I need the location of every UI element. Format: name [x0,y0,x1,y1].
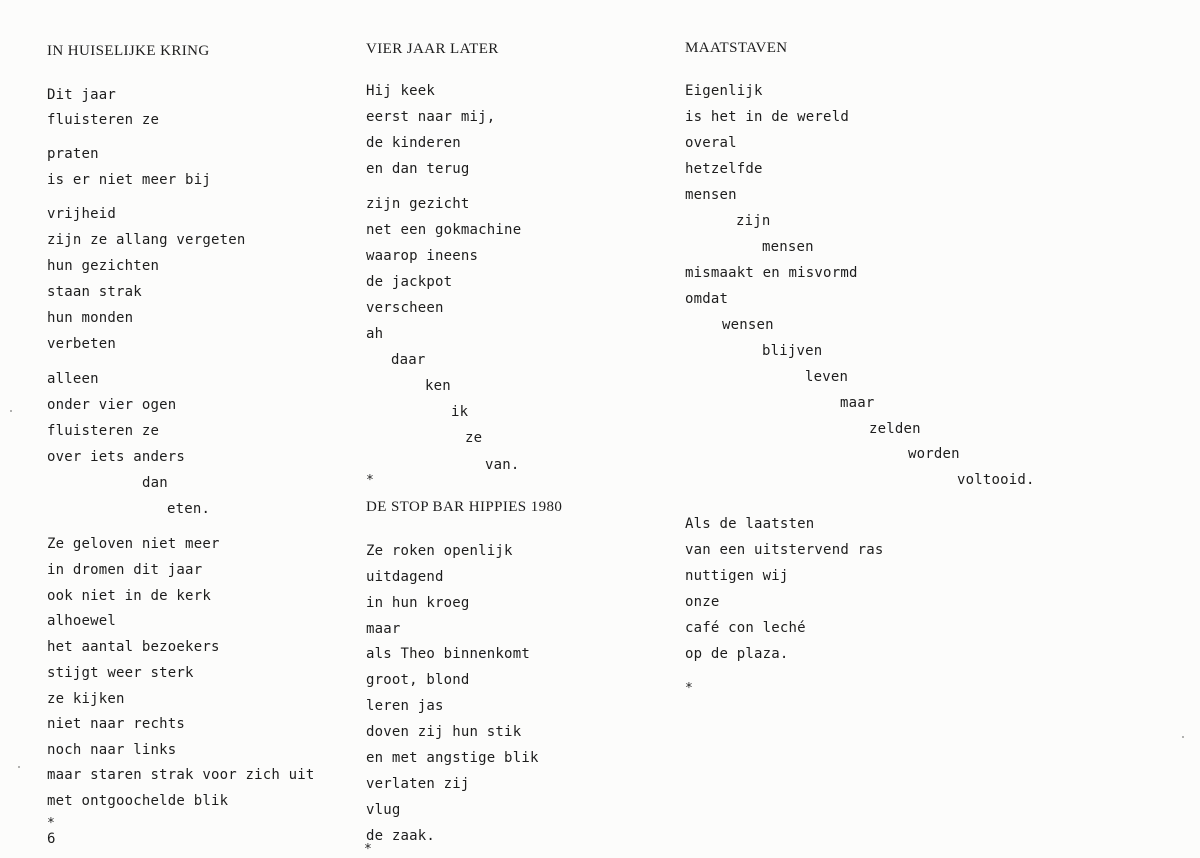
poem-line: alhoewel [47,613,117,629]
end-asterisk: * [685,681,693,696]
poem-line: leven [805,369,849,385]
poem-line: vrijheid [47,206,117,222]
scan-speck [1182,736,1184,738]
page-number: 6 [47,831,56,847]
poem-line: noch naar links [47,742,177,758]
poem-line: waarop ineens [366,248,479,264]
poem-title: MAATSTAVEN [685,40,788,56]
poem-line: net een gokmachine [366,222,522,238]
poem-line: Ze geloven niet meer [47,536,220,552]
poem-line: is er niet meer bij [47,172,211,188]
scan-speck [18,766,20,768]
poem-line: Als de laatsten [685,516,815,532]
poem-line: hetzelfde [685,161,763,177]
poem-line: mismaakt en misvormd [685,265,858,281]
poem-line: over iets anders [47,449,186,465]
poem-line: maar [840,395,875,411]
poem-line: is het in de wereld [685,109,849,125]
poem-line: stijgt weer sterk [47,665,194,681]
poem-line: blijven [762,343,823,359]
poem-line: de jackpot [366,274,453,290]
poem-line: ik [451,404,469,420]
poem-line: en met angstige blik [366,750,539,766]
end-asterisk: * [366,473,374,488]
poem-line: Eigenlijk [685,83,763,99]
poem-line: leren jas [366,698,444,714]
poem-line: zijn [736,213,771,229]
poem-line: verlaten zij [366,776,470,792]
poem-title: IN HUISELIJKE KRING [47,43,210,59]
poem-line: fluisteren ze [47,112,160,128]
poem-line: Ze roken openlijk [366,543,513,559]
poem-line: met ontgoochelde blik [47,793,229,809]
poem-line: Dit jaar [47,87,117,103]
poem-line: daar [391,352,426,368]
poem-line: dan [142,475,168,491]
poem-line: zijn gezicht [366,196,470,212]
poem-line: voltooid. [957,472,1035,488]
poem-line: mensen [685,187,737,203]
poem-line: als Theo binnenkomt [366,646,530,662]
poem-line: nuttigen wij [685,568,789,584]
poem-line: maar staren strak voor zich uit [47,767,315,783]
poem-line: praten [47,146,99,162]
poem-line: niet naar rechts [47,716,186,732]
poem-line: Hij keek [366,83,436,99]
poem-line: hun monden [47,310,134,326]
poem-line: eten. [167,501,211,517]
poem-line: ah [366,326,384,342]
poem-line: van een uitstervend ras [685,542,884,558]
poem-line: worden [908,446,960,462]
poem-line: zijn ze allang vergeten [47,232,246,248]
poem-line: op de plaza. [685,646,789,662]
poem-line: in hun kroeg [366,595,470,611]
poem-line: in dromen dit jaar [47,562,203,578]
end-asterisk: * [47,816,55,831]
poem-line: en dan terug [366,161,470,177]
poem-line: de kinderen [366,135,461,151]
poem-line: verbeten [47,336,117,352]
poem-line: ook niet in de kerk [47,588,211,604]
poem-line: eerst naar mij, [366,109,496,125]
scan-speck [10,410,12,412]
end-asterisk: * [364,842,372,857]
poem-line: ze [465,430,483,446]
poem-line: hun gezichten [47,258,160,274]
poem-line: groot, blond [366,672,470,688]
poem-title: DE STOP BAR HIPPIES 1980 [366,499,563,515]
poem-line: alleen [47,371,99,387]
poem-line: omdat [685,291,729,307]
poem-line: café con leché [685,620,806,636]
poem-line: wensen [722,317,774,333]
poem-line: verscheen [366,300,444,316]
poem-line: het aantal bezoekers [47,639,220,655]
poem-line: uitdagend [366,569,444,585]
poem-line: maar [366,621,401,637]
poem-line: onder vier ogen [47,397,177,413]
poem-line: mensen [762,239,814,255]
poem-line: onze [685,594,720,610]
poem-title: VIER JAAR LATER [366,41,499,57]
poem-line: staan strak [47,284,142,300]
poem-line: doven zij hun stik [366,724,522,740]
poem-line: van. [485,457,520,473]
poem-line: ze kijken [47,691,125,707]
poem-line: de zaak. [366,828,436,844]
poem-line: fluisteren ze [47,423,160,439]
poem-line: vlug [366,802,401,818]
poem-line: zelden [869,421,921,437]
poem-line: ken [425,378,451,394]
poem-line: overal [685,135,737,151]
